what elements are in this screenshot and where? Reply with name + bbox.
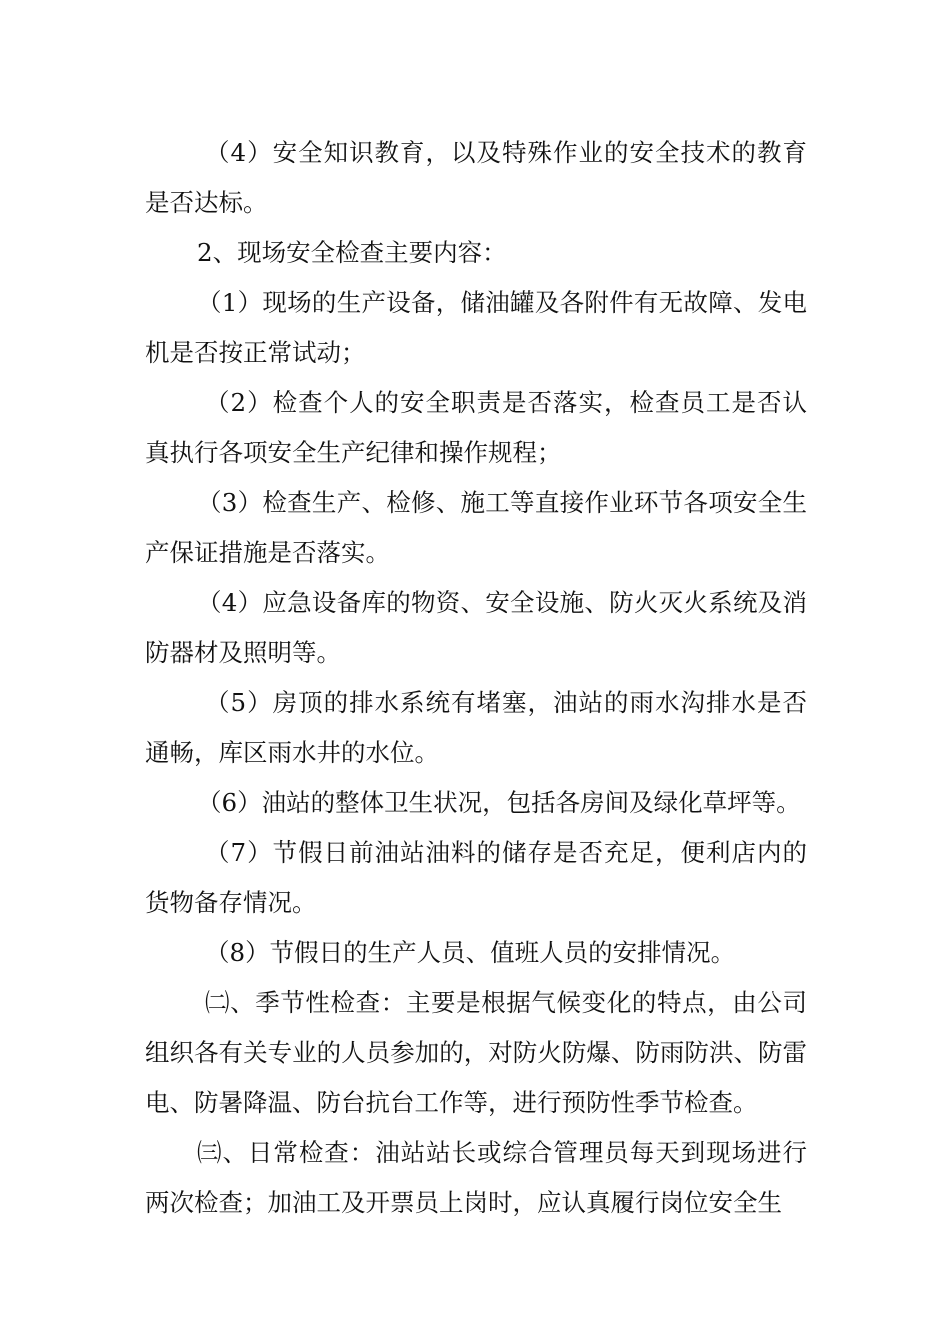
paragraph-daily-inspection: ㈢、日常检查：油站站长或综合管理员每天到现场进行两次检查；加油工及开票员上岗时，应认真履行岗位安全生 [145,1138,807,1217]
paragraph-seasonal-inspection: ㈡、季节性检查：主要是根据气候变化的特点，由公司组织各有关专业的人员参加的，对防火防爆、防雨防洪、防雷电、防暑降温、防台抗台工作等，进行预防性季节检查。 [145,988,807,1117]
document-body [145,128,807,1228]
paragraph-emergency-equipment: （4）应急设备库的物资、安全设施、防火灭火系统及消防器材及照明等。 [145,588,807,667]
paragraph-construction-measures: （3）检查生产、检修、施工等直接作业环节各项安全生产保证措施是否落实。 [145,488,807,567]
paragraph-holiday-staffing: （8）节假日的生产人员、值班人员的安排情况。 [205,938,736,967]
paragraph-site-inspection-heading: 2、现场安全检查主要内容： [197,238,507,267]
paragraph-drainage-system: （5）房顶的排水系统有堵塞，油站的雨水沟排水是否通畅，库区雨水井的水位。 [145,688,807,767]
paragraph-hygiene: （6）油站的整体卫生状况，包括各房间及绿化草坪等。 [197,788,801,817]
paragraph-personal-duty-check: （2）检查个人的安全职责是否落实，检查员工是否认真执行各项安全生产纪律和操作规程； [145,388,807,467]
paragraph-holiday-storage: （7）节假日前油站油料的储存是否充足，便利店内的货物备存情况。 [145,838,807,917]
paragraph-safety-education: （4）安全知识教育，以及特殊作业的安全技术的教育是否达标。 [145,138,807,217]
paragraph-equipment-check: （1）现场的生产设备，储油罐及各附件有无故障、发电机是否按正常试动； [145,288,807,367]
